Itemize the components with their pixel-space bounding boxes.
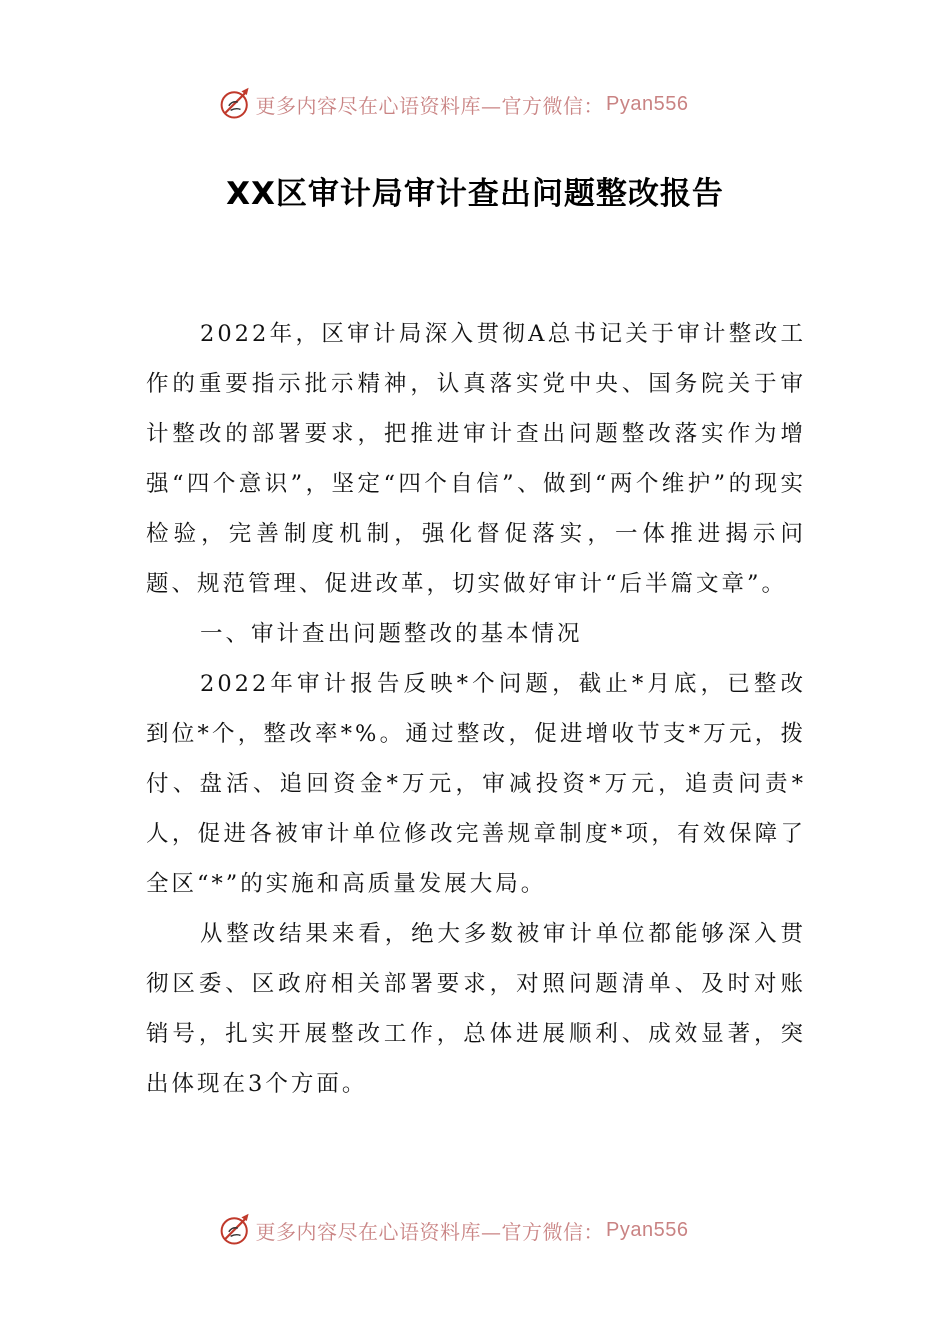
document-body: [146, 309, 806, 1109]
watermark-text: 更多内容尽在心语资料库—官方微信：: [255, 1219, 605, 1244]
paragraph-results: 从整改结果来看，绝大多数被审计单位都能够深入贯彻区委、区政府相关部署要求，对照问题清单、及时对账销号，扎实开展整改工作，总体进展顺利、成效显著，突出体现在3个方面。: [146, 921, 806, 1097]
document-title: XX区审计局审计查出问题整改报告: [226, 176, 724, 212]
paragraph-intro: 2022年，区审计局深入贯彻A总书记关于审计整改工作的重要指示批示精神，认真落实党中央、国务院关于审计整改的部署要求，把推进审计查出问题整改落实作为增强“四个意识”，坚定“四个自信”、做到“两个维护”的现实检验，完善制度机制，强化督促落实，一体推进揭示问题、规范管理、促进改革，切实做好审计“后半篇文章”。: [146, 321, 806, 597]
watermark-wechat-id: Pyan556: [606, 92, 689, 115]
paragraph-statistics: 2022年审计报告反映*个问题，截止*月底，已整改到位*个，整改率*%。通过整改，促进增收节支*万元，拨付、盘活、追回资金*万元，审减投资*万元，追责问责*人，促进各被审计单位修改完善规章制度*项，有效保障了全区“*”的实施和高质量发展大局。: [146, 671, 806, 897]
section-heading: 一、审计查出问题整改的基本情况: [200, 621, 583, 647]
watermark-wechat-id: Pyan556: [606, 1218, 689, 1241]
header-watermark: [0, 84, 950, 124]
pen-logo-icon: [218, 1212, 254, 1248]
watermark-text: 更多内容尽在心语资料库—官方微信：: [255, 93, 605, 118]
footer-watermark: [0, 1210, 950, 1250]
pen-logo-icon: [218, 86, 254, 122]
